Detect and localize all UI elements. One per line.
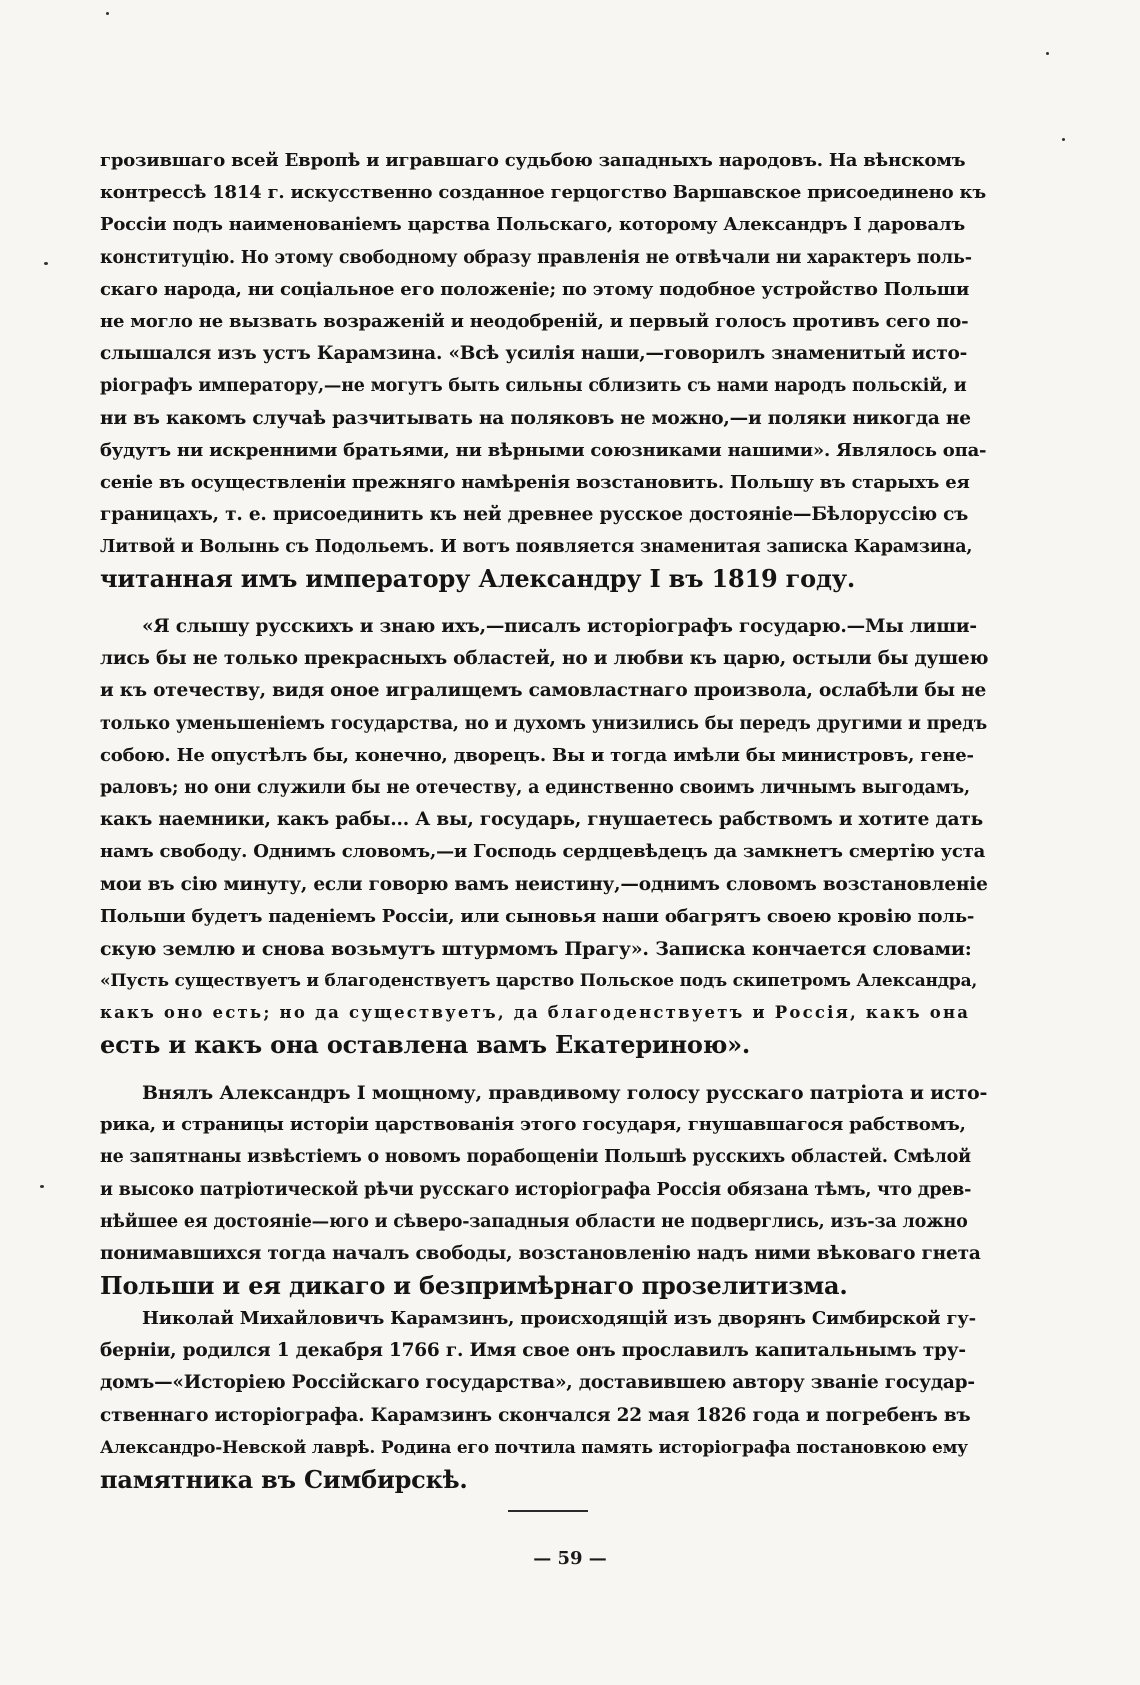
text-line: сеніе въ осуществленіи прежняго намѣренія возстановить. Польшу въ старыхъ ея (100, 471, 970, 493)
scan-speck (106, 12, 109, 15)
section-divider-rule (508, 1510, 588, 1512)
text-line: будутъ ни искренними братьями, ни вѣрными союзниками нашими». Являлось опа- (100, 439, 987, 461)
text-line: слышался изъ устъ Карамзина. «Всѣ усилія наши,—говорилъ знаменитый исто- (100, 343, 968, 365)
text-line: ственнаго исторіографа. Карамзинъ скончался 22 мая 1826 года и погребенъ въ (100, 1404, 971, 1426)
text-line: скую землю и снова возьмутъ штурмомъ Прагу». Записка кончается словами: (100, 937, 972, 960)
text-line: контрессѣ 1814 г. искусственно созданное герцогство Варшавское присоединено къ (100, 182, 986, 204)
text-line: памятника въ Симбирскѣ. (100, 1464, 468, 1494)
text-line: берніи, родился 1 декабря 1766 г. Имя свое онъ прославилъ капитальнымъ тру- (100, 1340, 966, 1362)
text-line: скаго народа, ни соціальное его положеніе; по этому подобное устройство Польши (100, 278, 970, 300)
text-line: конституцію. Но этому свободному образу правленія не отвѣчали ни характеръ поль- (100, 247, 972, 268)
text-line: рика, и страницы исторіи царствованія этого государя, гнушавшагося рабствомъ, (100, 1114, 966, 1136)
text-line: Александро-Невской лаврѣ. Родина его почтила память исторіографа постановкою ему (100, 1437, 968, 1458)
text-line: и къ отечеству, видя оное игралищемъ самовластнаго произвола, ослабѣли бы не (100, 680, 987, 702)
paragraph-2-quotation (100, 611, 988, 1062)
scan-speck (44, 262, 48, 265)
text-line: лись бы не только прекрасныхъ областей, но и любви къ царю, остыли бы душею (100, 648, 988, 670)
text-line: есть и какъ она оставлена вамъ Екатериною». (100, 1030, 751, 1060)
text-line: какъ наемники, какъ рабы... А вы, государь, гнушаетесь рабствомъ и хотите дать (100, 809, 983, 831)
text-line: читанная имъ императору Александру I въ 1819 году. (100, 564, 856, 594)
text-line: ріографъ императору,—не могутъ быть сильны сблизить съ нами народъ польскій, и (100, 376, 967, 397)
scan-speck (1062, 138, 1065, 141)
text-line: раловъ; но они служили бы не отечеству, а единственно своимъ личнымъ выгодамъ, (100, 777, 970, 798)
text-line: понимавшихся тогда началъ свободы, возстановленію надъ ними вѣковаго гнета (100, 1242, 981, 1264)
text-line: Литвой и Волынь съ Подольемъ. И вотъ появляется знаменитая записка Карамзина, (100, 537, 973, 558)
text-line: не запятнаны извѣстіемъ о новомъ порабощеніи Польшѣ русскихъ областей. Смѣлой (100, 1147, 971, 1168)
text-line: Польши и ея дикаго и безпримѣрнаго прозелитизма. (100, 1271, 848, 1301)
text-line: нѣйшее ея достояніе—юго и сѣверо-западныя области не подверглись, изъ-за ложно (100, 1211, 968, 1232)
text-line: Польши будетъ паденіемъ Россіи, или сыновья наши обагрятъ своею кровію поль- (100, 905, 975, 927)
text-line: «Я слышу русскихъ и знаю ихъ,—писалъ исторіографъ государю.—Мы лиши- (142, 616, 977, 637)
paragraph-3 (100, 1077, 988, 1302)
paragraph-1 (100, 145, 988, 596)
text-line: и высоко патріотической рѣчи русскаго исторіографа Россія обязана тѣмъ, что древ- (100, 1179, 972, 1200)
text-line: собою. Не опустѣлъ бы, конечно, дворецъ. Вы и тогда имѣли бы министровъ, гене- (100, 744, 974, 766)
text-line: границахъ, т. е. присоединить къ ней древнее русское достояніе—Бѣлоруссію съ (100, 504, 969, 526)
paragraph-4 (100, 1303, 988, 1496)
text-line: «Пусть существуетъ и благоденствуетъ царство Польское подъ скипетромъ Александра, (100, 971, 978, 992)
text-line: Николай Михайловичъ Карамзинъ, происходящій изъ дворянъ Симбирской гу- (142, 1308, 976, 1329)
text-line: только уменьшеніемъ государства, но и духомъ унизились бы передъ другими и предъ (100, 713, 987, 734)
scan-speck (40, 1185, 44, 1188)
text-line: какъ оно есть; но да существуетъ, да благоденствуетъ и Россія, какъ она (100, 1003, 971, 1023)
text-line: не могло не вызвать возраженій и неодобреній, и первый голосъ противъ сего по- (100, 310, 969, 332)
scan-speck (1046, 52, 1049, 55)
page-number: — 59 — (533, 1548, 607, 1569)
text-line: домъ—«Исторіею Россійскаго государства», доставившею автору званіе государ- (100, 1372, 975, 1394)
text-line: намъ свободу. Однимъ словомъ,—и Господь сердцевѣдецъ да замкнетъ смертію уста (100, 841, 986, 863)
text-line: Россіи подъ наименованіемъ царства Польскаго, которому Александръ I даровалъ (100, 214, 966, 236)
text-line: Внялъ Александръ I мощному, правдивому голосу русскаго патріота и исто- (142, 1082, 988, 1104)
text-line: мои въ сію минуту, если говорю вамъ неистину,—однимъ словомъ возстановленіе (100, 873, 988, 895)
text-line: грозившаго всей Европѣ и игравшаго судьбою западныхъ народовъ. На вѣнскомъ (100, 150, 966, 171)
text-line: ни въ какомъ случаѣ разчитывать на поляковъ не можно,—и поляки никогда не (100, 407, 971, 429)
